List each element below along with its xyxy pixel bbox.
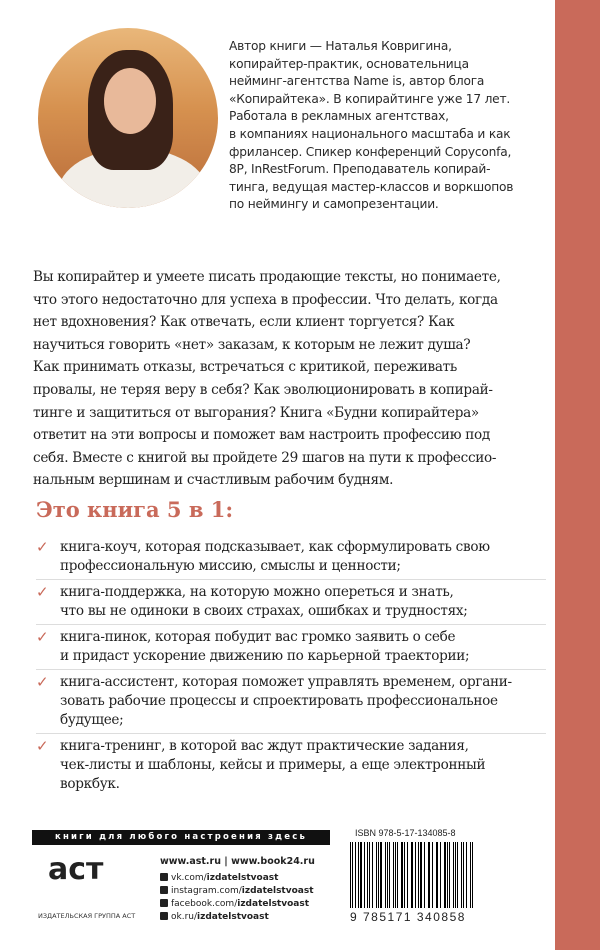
- barcode-bar: [387, 842, 388, 908]
- author-photo: [38, 28, 218, 208]
- text-line: чек-листы и шаблоны, кейсы и примеры, а еще электронный: [60, 757, 486, 773]
- barcode-bar: [440, 842, 441, 908]
- book-description: [33, 266, 501, 492]
- check-icon: ✓: [36, 628, 49, 646]
- list-item: [36, 737, 546, 797]
- text-line: тинга, ведущая мастер-классов и воркшопов: [229, 179, 514, 194]
- barcode-bar: [444, 842, 446, 908]
- social-link-instagram[interactable]: [160, 885, 315, 898]
- text-line: книга-тренинг, в которой вас ждут практические задания,: [60, 738, 469, 754]
- barcode-bar: [411, 842, 412, 908]
- website-links[interactable]: www.ast.ru | www.book24.ru: [160, 856, 315, 867]
- text-line: воркбук.: [60, 776, 120, 792]
- barcode-bar: [457, 842, 458, 908]
- features-heading: Это книга 5 в 1:: [36, 497, 234, 522]
- text-line: провалы, не теряя веру в себя? Как эволюционировать в копирай-: [33, 381, 493, 398]
- barcode-bar: [378, 842, 379, 908]
- text-line: тинге и защититься от выгорания? Книга «Будни копирайтера»: [33, 404, 479, 421]
- text-line: нет вдохновения? Как отвечать, если клиент торгуется? Как: [33, 314, 455, 331]
- barcode-bar: [389, 842, 390, 908]
- barcode-bar: [424, 842, 425, 908]
- social-link-ok[interactable]: [160, 911, 315, 924]
- barcode-bar: [372, 842, 373, 908]
- text-line: себя. Вместе с книгой вы пройдете 29 шагов на пути к профессио-: [33, 449, 497, 466]
- features-list: [36, 538, 546, 797]
- publisher-logo: аст: [48, 852, 104, 887]
- barcode-bar: [385, 842, 386, 908]
- barcode-bar: [470, 842, 472, 908]
- list-item: [36, 538, 546, 580]
- barcode-bar: [461, 842, 462, 908]
- text-line: научиться говорить «нет» заказам, к которым не лежит душа?: [33, 336, 471, 353]
- barcode-bar: [360, 842, 362, 908]
- barcode-bar: [393, 842, 394, 908]
- barcode-bar: [364, 842, 365, 908]
- check-icon: ✓: [36, 673, 49, 691]
- social-link-vk[interactable]: [160, 872, 315, 885]
- barcode-bar: [453, 842, 454, 908]
- barcode-bar: [420, 842, 422, 908]
- spine-color-strip: [555, 0, 600, 950]
- text-line: «Копирайтека». В копирайтинге уже 17 лет.: [229, 91, 511, 106]
- barcode-bar: [437, 842, 438, 908]
- barcode-bar: [358, 842, 359, 908]
- link-prefix: instagram.com/: [171, 886, 242, 896]
- list-item: [36, 583, 546, 625]
- check-icon: ✓: [36, 538, 49, 556]
- text-line: книга-коуч, которая подсказывает, как сформулировать свою: [60, 539, 490, 555]
- barcode-bar: [436, 842, 437, 908]
- text-line: по неймингу и самопрезентации.: [229, 197, 439, 212]
- barcode-bar: [380, 842, 382, 908]
- text-line: нейминг-агентства Name is, автор блога: [229, 74, 485, 89]
- text-line: нальным вершинам и счастливым рабочим будням.: [33, 472, 394, 489]
- text-line: Автор книги — Наталья Ковригина,: [229, 39, 452, 53]
- text-line: что вы не одиноки в своих страхах, ошибках и трудностях;: [60, 603, 468, 619]
- vk-icon: [160, 873, 168, 881]
- link-handle: izdatelstvoast: [237, 899, 310, 909]
- barcode-bar: [367, 842, 368, 908]
- list-item: [36, 628, 546, 670]
- text-line: ответит на эти вопросы и поможет вам настроить профессию под: [33, 427, 490, 444]
- barcode-bar: [350, 842, 351, 908]
- text-line: книга-поддержка, на которую можно опереться и знать,: [60, 584, 454, 600]
- barcode-bar: [355, 842, 356, 908]
- barcode-bar: [395, 842, 396, 908]
- barcode-bar: [463, 842, 464, 908]
- publisher-links: [160, 855, 315, 924]
- text-line: Вы копирайтер и умеете писать продающие тексты, но понимаете,: [33, 269, 501, 285]
- barcode-bar: [455, 842, 456, 908]
- text-line: профессиональную миссию, смыслы и ценности;: [60, 558, 401, 574]
- text-line: что этого недостаточно для успеха в профессии. Что делать, когда: [33, 291, 498, 308]
- check-icon: ✓: [36, 583, 49, 601]
- barcode-number: 9 785171 340858: [350, 910, 466, 924]
- text-line: Как принимать отказы, встречаться с критикой, переживать: [33, 359, 457, 376]
- barcode: [350, 842, 475, 908]
- barcode-bar: [418, 842, 419, 908]
- barcode-bar: [432, 842, 433, 908]
- facebook-icon: [160, 899, 168, 907]
- link-handle: izdatelstvoast: [197, 912, 269, 922]
- barcode-bar: [412, 842, 413, 908]
- text-line: и придаст ускорение движению по карьерной траектории;: [60, 648, 470, 664]
- barcode-bar: [407, 842, 408, 908]
- text-line: книга-пинок, которая побудит вас громко заявить о себе: [60, 629, 456, 645]
- barcode-bar: [449, 842, 450, 908]
- social-link-facebook[interactable]: [160, 898, 315, 911]
- link-prefix: ok.ru/: [171, 912, 198, 922]
- barcode-bar: [466, 842, 467, 908]
- text-line: в компаниях национального масштаба и как: [229, 126, 511, 141]
- barcode-bar: [376, 842, 377, 908]
- barcode-bar: [472, 842, 473, 908]
- text-line: Работала в рекламных агентствах,: [229, 109, 449, 124]
- link-handle: izdatelstvoast: [241, 886, 314, 896]
- text-line: 8P, InRestForum. Преподаватель копирай-: [229, 162, 491, 177]
- text-line: копирайтер-практик, основательница: [229, 56, 469, 71]
- list-item: [36, 673, 546, 734]
- text-line: книга-ассистент, которая поможет управлять временем, органи-: [60, 674, 512, 690]
- text-line: зовать рабочие процессы и спроектировать профессиональное: [60, 693, 498, 709]
- barcode-bar: [397, 842, 398, 908]
- barcode-bar: [429, 842, 430, 908]
- isbn: ISBN 978-5-17-134085-8: [355, 828, 456, 838]
- ok-icon: [160, 912, 168, 920]
- barcode-bar: [415, 842, 416, 908]
- barcode-bar: [428, 842, 429, 908]
- check-icon: ✓: [36, 737, 49, 755]
- author-bio: [229, 38, 513, 214]
- slogan-banner: книги для любого настроения здесь: [32, 830, 330, 845]
- text-line: будущее;: [60, 712, 124, 728]
- barcode-bar: [404, 842, 405, 908]
- barcode-bar: [447, 842, 448, 908]
- text-line: фрилансер. Спикер конференций Copyconfa,: [229, 144, 512, 159]
- link-prefix: facebook.com/: [171, 899, 238, 909]
- link-prefix: vk.com/: [171, 873, 207, 883]
- link-handle: izdatelstvoast: [206, 873, 279, 883]
- instagram-icon: [160, 886, 168, 894]
- barcode-bar: [369, 842, 370, 908]
- barcode-bar: [352, 842, 353, 908]
- barcode-bar: [401, 842, 403, 908]
- publisher-caption: ИЗДАТЕЛЬСКАЯ ГРУППА АСТ: [38, 912, 136, 920]
